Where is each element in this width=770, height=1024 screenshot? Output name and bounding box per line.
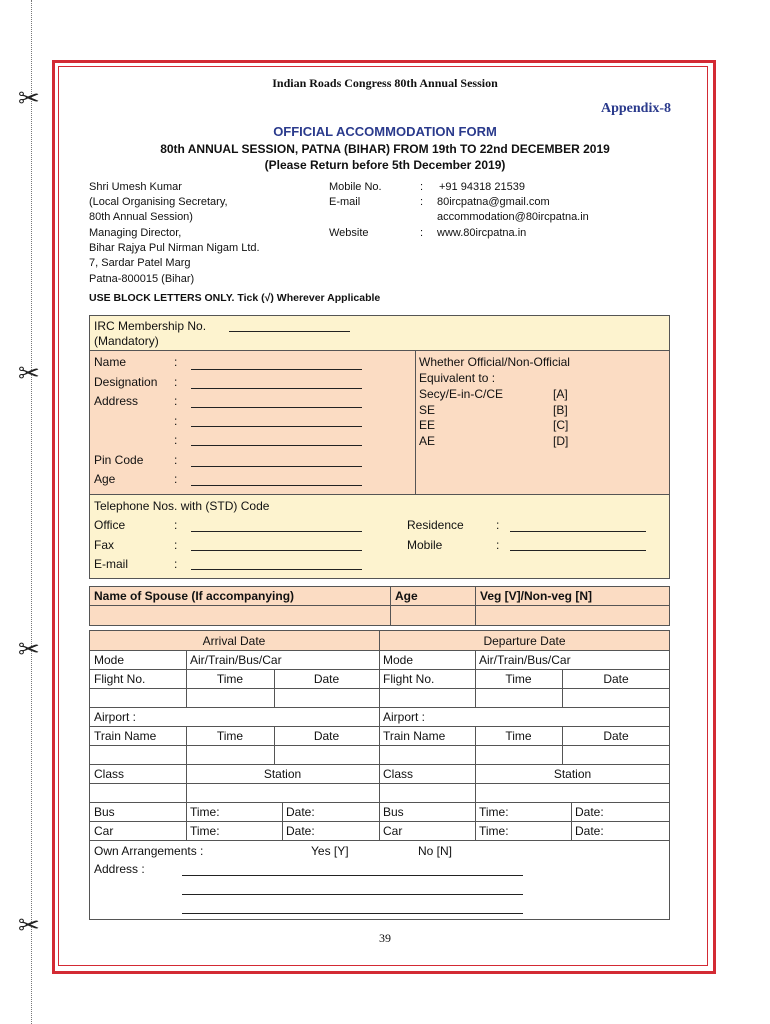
fax-field[interactable] <box>191 550 362 551</box>
contact-line: Bihar Rajya Pul Nirman Nigam Ltd. <box>89 242 260 254</box>
membership-field[interactable] <box>229 331 350 332</box>
pin-field[interactable] <box>191 466 362 467</box>
arrival-mode-label: Mode <box>94 653 125 667</box>
address-field[interactable] <box>191 426 362 427</box>
mobile-label: Mobile No. <box>329 181 382 193</box>
arrival-train-date: Date <box>313 729 340 743</box>
arrival-train-label: Train Name <box>94 729 157 743</box>
mobile-label: Mobile <box>407 538 443 552</box>
scissors-icon: ✂ <box>18 359 40 389</box>
departure-bus-time: Time: <box>479 805 509 819</box>
website-value: www.80ircpatna.in <box>437 227 527 239</box>
divider <box>186 802 187 840</box>
divider <box>89 840 670 841</box>
departure-mode-label: Mode <box>383 653 414 667</box>
own-address-field[interactable] <box>182 913 523 914</box>
colon: : <box>174 375 178 389</box>
divider <box>379 630 380 840</box>
email-value: accommodation@80ircpatna.in <box>437 211 589 223</box>
departure-station-label: Station <box>553 767 592 781</box>
name-field[interactable] <box>191 369 362 370</box>
contact-line: Managing Director, <box>89 227 182 239</box>
departure-train-date: Date <box>603 729 629 743</box>
colon: : <box>420 196 424 208</box>
age-field[interactable] <box>191 485 362 486</box>
divider <box>390 586 391 626</box>
departure-car-time: Time: <box>479 824 509 838</box>
colon: : <box>174 394 178 408</box>
colon: : <box>174 472 178 486</box>
designation-field[interactable] <box>191 388 362 389</box>
arrival-car-time: Time: <box>190 824 220 838</box>
arrival-car-label: Car <box>94 824 114 838</box>
membership-label: IRC Membership No. <box>94 319 207 333</box>
colon: : <box>420 181 424 193</box>
form-title: OFFICIAL ACCOMMODATION FORM <box>273 124 497 139</box>
email-label: E-mail <box>329 196 361 208</box>
address-label: Address <box>94 394 139 408</box>
scissors-icon: ✂ <box>18 911 40 941</box>
divider <box>89 605 670 606</box>
arrival-train-time: Time <box>216 729 244 743</box>
website-label: Website <box>329 227 369 239</box>
residence-label: Residence <box>407 518 464 532</box>
departure-header: Departure Date <box>483 634 566 648</box>
appendix-label: Appendix-8 <box>601 101 672 116</box>
official-option[interactable]: AE <box>419 434 436 448</box>
departure-flight-label: Flight No. <box>383 672 435 686</box>
official-option-code[interactable]: [C] <box>553 418 569 432</box>
colon: : <box>496 538 500 552</box>
scissors-icon: ✂ <box>18 635 40 665</box>
fax-label: Fax <box>94 538 115 552</box>
scissors-icon: ✂ <box>18 84 40 114</box>
departure-class-label: Class <box>383 767 414 781</box>
departure-car-date: Date: <box>575 824 604 838</box>
contact-line: Patna-800015 (Bihar) <box>89 273 195 285</box>
colon: : <box>174 538 178 552</box>
age-label: Age <box>94 472 116 486</box>
pin-label: Pin Code <box>94 453 144 467</box>
own-address-label: Address : <box>94 862 145 876</box>
departure-train-time: Time <box>505 729 532 743</box>
personal-section <box>89 350 416 495</box>
designation-label: Designation <box>94 375 158 389</box>
official-option[interactable]: EE <box>419 418 436 432</box>
divider <box>571 802 572 840</box>
official-option-code[interactable]: [D] <box>553 434 569 448</box>
arrival-mode-options[interactable]: Air/Train/Bus/Car <box>190 653 282 667</box>
colon: : <box>174 453 178 467</box>
official-option-code[interactable]: [A] <box>553 387 568 401</box>
departure-bus-date: Date: <box>575 805 604 819</box>
arrival-bus-time: Time: <box>190 805 220 819</box>
office-field[interactable] <box>191 531 362 532</box>
contact-line: (Local Organising Secretary, <box>89 196 228 208</box>
official-option[interactable]: Secy/E-in-C/CE <box>419 387 504 401</box>
departure-bus-label: Bus <box>383 805 404 819</box>
departure-flight-time: Time <box>505 672 532 686</box>
mobile-field[interactable] <box>510 550 646 551</box>
contact-line: Shri Umesh Kumar <box>89 181 182 193</box>
address-field[interactable] <box>191 445 362 446</box>
arrival-bus-date: Date: <box>286 805 315 819</box>
colon: : <box>174 557 178 571</box>
return-note: (Please Return before 5th December 2019) <box>264 158 506 172</box>
own-address-field[interactable] <box>182 875 523 876</box>
running-header: Indian Roads Congress 80th Annual Session <box>272 76 498 90</box>
email-value: 80ircpatna@gmail.com <box>437 196 550 208</box>
own-arrangements-label: Own Arrangements : <box>94 844 204 858</box>
name-label: Name <box>94 355 127 369</box>
colon: : <box>174 414 178 428</box>
official-option-code[interactable]: [B] <box>553 403 568 417</box>
arrival-airport-label: Airport : <box>94 710 137 724</box>
colon: : <box>496 518 500 532</box>
divider <box>475 802 476 840</box>
spouse-name-header: Name of Spouse (If accompanying) <box>94 589 295 603</box>
arrival-header: Arrival Date <box>202 634 266 648</box>
colon: : <box>420 227 424 239</box>
page-number: 39 <box>379 931 391 945</box>
email-field[interactable] <box>191 569 362 570</box>
own-address-field[interactable] <box>182 894 523 895</box>
arrival-flight-label: Flight No. <box>94 672 146 686</box>
email-label: E-mail <box>94 557 129 571</box>
departure-car-label: Car <box>383 824 403 838</box>
departure-mode-options[interactable]: Air/Train/Bus/Car <box>479 653 571 667</box>
arrival-station-label: Station <box>263 767 302 781</box>
arrival-flight-time: Time <box>216 672 244 686</box>
divider <box>282 802 283 840</box>
colon: : <box>174 355 178 369</box>
own-arrangements-yes[interactable]: Yes [Y] <box>311 844 349 858</box>
contact-line: 7, Sardar Patel Marg <box>89 257 191 269</box>
address-field[interactable] <box>191 407 362 408</box>
own-arrangements-no[interactable]: No [N] <box>418 844 453 858</box>
spouse-age-header: Age <box>395 589 418 603</box>
session-line: 80th ANNUAL SESSION, PATNA (BIHAR) FROM 19th TO 22nd DECEMBER 2019 <box>160 142 610 156</box>
arrival-bus-label: Bus <box>94 805 115 819</box>
arrival-flight-date: Date <box>313 672 340 686</box>
residence-field[interactable] <box>510 531 646 532</box>
official-heading: Whether Official/Non-Official <box>419 355 570 369</box>
departure-airport-label: Airport : <box>383 710 426 724</box>
departure-train-label: Train Name <box>383 729 446 743</box>
official-option[interactable]: SE <box>419 403 436 417</box>
contact-line: 80th Annual Session) <box>89 211 193 223</box>
membership-label: (Mandatory) <box>94 334 159 348</box>
arrival-car-date: Date: <box>286 824 315 838</box>
colon: : <box>174 433 178 447</box>
mobile-value: +91 94318 21539 <box>439 181 525 193</box>
departure-flight-date: Date <box>603 672 629 686</box>
official-heading: Equivalent to : <box>419 371 496 385</box>
spouse-veg-header: Veg [V]/Non-veg [N] <box>480 589 593 603</box>
office-label: Office <box>94 518 126 532</box>
divider <box>475 586 476 626</box>
telephone-heading: Telephone Nos. with (STD) Code <box>94 499 270 513</box>
colon: : <box>174 518 178 532</box>
arrival-class-label: Class <box>94 767 125 781</box>
instruction: USE BLOCK LETTERS ONLY. Tick (√) Wherever Applicable <box>89 292 381 304</box>
